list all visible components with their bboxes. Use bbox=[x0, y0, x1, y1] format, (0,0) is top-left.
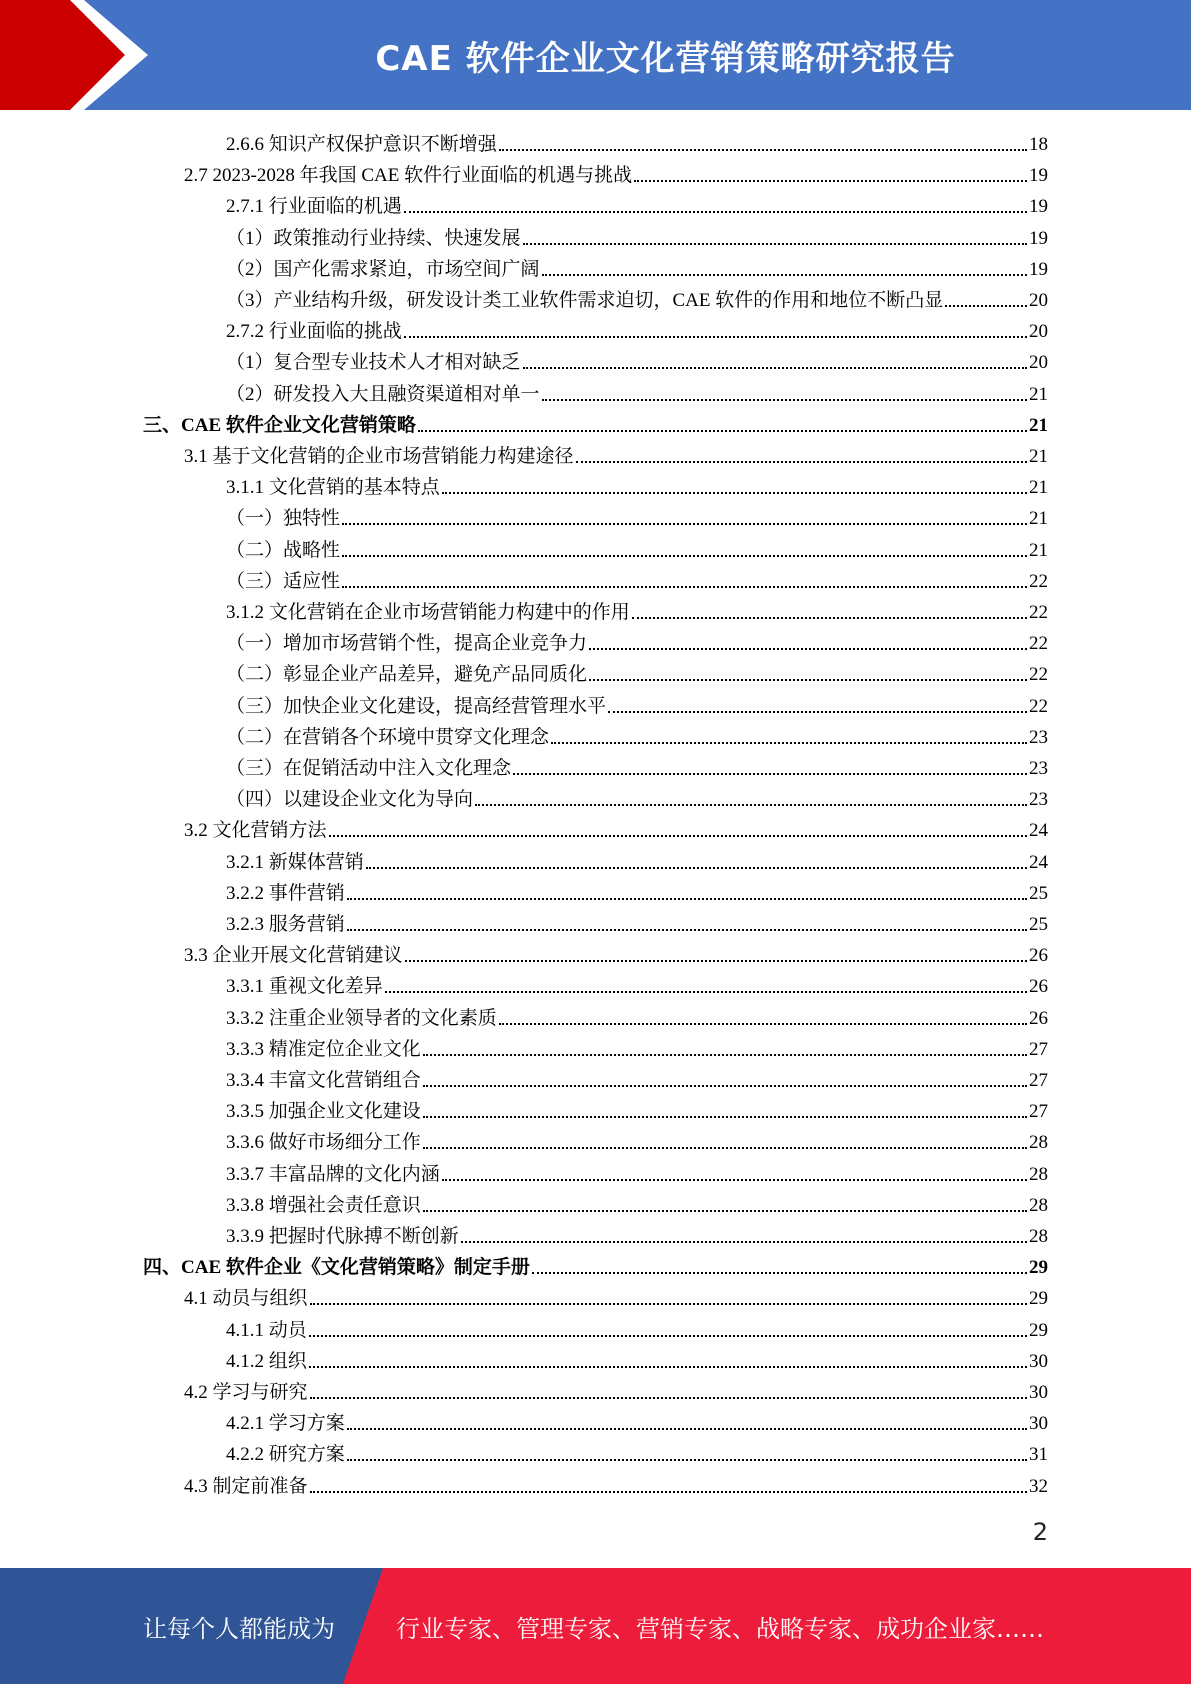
toc-entry-title: 3.3.5 加强企业文化建设 bbox=[226, 1101, 421, 1123]
toc-entry-title: 4.1.2 组织 bbox=[226, 1350, 307, 1372]
toc-entry[interactable] bbox=[184, 157, 1048, 188]
toc-dot-leader bbox=[542, 399, 1027, 401]
toc-entry[interactable] bbox=[226, 625, 1048, 656]
toc-entry-page: 22 bbox=[1029, 570, 1048, 592]
toc-entry[interactable] bbox=[226, 750, 1048, 781]
toc-entry[interactable] bbox=[226, 1124, 1048, 1155]
toc-entry[interactable] bbox=[226, 220, 1048, 251]
toc-entry[interactable] bbox=[226, 1436, 1048, 1467]
toc-entry-page: 25 bbox=[1029, 914, 1048, 935]
toc-entry-title: （二）战略性 bbox=[226, 539, 341, 561]
toc-dot-leader bbox=[342, 586, 1027, 588]
toc-entry-title: 4.3 制定前准备 bbox=[184, 1475, 308, 1497]
toc-entry-page: 19 bbox=[1029, 227, 1048, 249]
toc-entry-page: 20 bbox=[1029, 352, 1048, 374]
toc-dot-leader bbox=[418, 430, 1027, 432]
toc-entry-title: 2.6.6 知识产权保护意识不断增强 bbox=[226, 134, 497, 155]
toc-entry-page: 24 bbox=[1029, 820, 1048, 842]
report-title: CAE 软件企业文化营销策略研究报告 bbox=[375, 38, 956, 79]
toc-entry-title: （四）以建设企业文化为导向 bbox=[226, 789, 474, 811]
toc-dot-leader bbox=[423, 1054, 1027, 1056]
toc-dot-leader bbox=[423, 1085, 1027, 1087]
toc-entry[interactable] bbox=[226, 875, 1048, 906]
toc-dot-leader bbox=[405, 960, 1027, 962]
toc-entry-page: 28 bbox=[1029, 1132, 1048, 1154]
toc-dot-leader bbox=[589, 648, 1027, 650]
toc-entry-title: 3.2.3 服务营销 bbox=[226, 914, 345, 935]
toc-entry[interactable] bbox=[226, 1062, 1048, 1093]
toc-entry-title: 4.2 学习与研究 bbox=[184, 1382, 308, 1403]
toc-entry-page: 20 bbox=[1029, 290, 1048, 311]
toc-entry[interactable] bbox=[226, 688, 1048, 719]
toc-entry-title: 2.7 2023-2028 年我国 CAE 软件行业面临的机遇与挑战 bbox=[184, 165, 633, 187]
toc-dot-leader bbox=[385, 991, 1027, 993]
toc-entry-page: 19 bbox=[1029, 165, 1048, 187]
toc-dot-leader bbox=[532, 1272, 1027, 1274]
toc-entry[interactable] bbox=[226, 1343, 1048, 1374]
toc-dot-leader bbox=[329, 835, 1027, 837]
toc-entry-page: 27 bbox=[1029, 1038, 1048, 1060]
toc-entry[interactable] bbox=[226, 500, 1048, 531]
toc-dot-leader bbox=[342, 523, 1027, 525]
toc-entry-page: 28 bbox=[1029, 1194, 1048, 1216]
toc-entry-page: 29 bbox=[1029, 1288, 1048, 1310]
toc-entry-title: 3.1 基于文化营销的企业市场营销能力构建途径 bbox=[184, 446, 574, 467]
toc-entry-title: 4.1.1 动员 bbox=[226, 1319, 307, 1341]
toc-entry-title: 四、CAE 软件企业《文化营销策略》制定手册 bbox=[143, 1257, 530, 1279]
toc-entry[interactable] bbox=[226, 844, 1048, 875]
toc-entry[interactable] bbox=[226, 1218, 1048, 1249]
toc-dot-leader bbox=[523, 243, 1027, 245]
toc-entry[interactable] bbox=[226, 469, 1048, 500]
toc-entry-title: （三）加快企业文化建设，提高经营管理水平 bbox=[226, 695, 607, 717]
toc-entry[interactable] bbox=[184, 1374, 1048, 1405]
toc-entry-title: 3.3.1 重视文化差异 bbox=[226, 976, 383, 998]
toc-entry-title: 4.2.2 研究方案 bbox=[226, 1444, 345, 1466]
toc-entry-page: 21 bbox=[1029, 539, 1048, 561]
toc-entry-page: 22 bbox=[1029, 602, 1048, 623]
toc-entry-title: 3.1.2 文化营销在企业市场营销能力构建中的作用 bbox=[226, 602, 630, 623]
toc-dot-leader bbox=[499, 1023, 1027, 1025]
toc-entry-page: 23 bbox=[1029, 789, 1048, 811]
toc-dot-leader bbox=[632, 617, 1027, 619]
toc-entry[interactable] bbox=[184, 812, 1048, 843]
toc-entry-title: （2）国产化需求紧迫，市场空间广阔 bbox=[226, 258, 540, 280]
toc-entry-title: （1）政策推动行业持续、快速发展 bbox=[226, 227, 521, 249]
toc-dot-leader bbox=[634, 180, 1027, 182]
toc-dot-leader bbox=[347, 1428, 1027, 1430]
toc-entry-title: 3.3 企业开展文化营销建议 bbox=[184, 945, 403, 967]
toc-entry[interactable] bbox=[226, 719, 1048, 750]
toc-entry[interactable] bbox=[184, 1468, 1048, 1499]
toc-entry-title: 3.3.9 把握时代脉搏不断创新 bbox=[226, 1226, 459, 1247]
toc-entry-title: （2）研发投入大且融资渠道相对单一 bbox=[226, 383, 540, 405]
toc-entry-page: 19 bbox=[1029, 196, 1048, 218]
toc-dot-leader bbox=[347, 929, 1027, 931]
toc-entry[interactable] bbox=[184, 937, 1048, 968]
toc-entry[interactable] bbox=[226, 532, 1048, 563]
toc-entry[interactable] bbox=[226, 656, 1048, 687]
toc-dot-leader bbox=[461, 1241, 1027, 1243]
toc-dot-leader bbox=[423, 1147, 1027, 1149]
toc-dot-leader bbox=[442, 492, 1027, 494]
toc-entry[interactable] bbox=[226, 1031, 1048, 1062]
toc-entry[interactable] bbox=[226, 906, 1048, 937]
toc-entry-page: 29 bbox=[1029, 1319, 1048, 1341]
toc-entry-page: 21 bbox=[1029, 414, 1048, 436]
toc-entry-title: 3.1.1 文化营销的基本特点 bbox=[226, 477, 440, 499]
toc-entry[interactable] bbox=[226, 126, 1048, 157]
toc-dot-leader bbox=[347, 898, 1027, 900]
toc-entry-page: 30 bbox=[1029, 1413, 1048, 1435]
toc-dot-leader bbox=[523, 367, 1027, 369]
toc-entry[interactable] bbox=[226, 376, 1048, 407]
toc-entry-title: 4.2.1 学习方案 bbox=[226, 1413, 345, 1435]
toc-entry-page: 27 bbox=[1029, 1101, 1048, 1123]
toc-entry-page: 23 bbox=[1029, 726, 1048, 748]
toc-entry-title: 3.2.2 事件营销 bbox=[226, 882, 345, 904]
toc-entry[interactable] bbox=[184, 438, 1048, 469]
toc-entry[interactable] bbox=[226, 251, 1048, 282]
toc-dot-leader bbox=[542, 274, 1027, 276]
toc-entry[interactable] bbox=[226, 1093, 1048, 1124]
toc-entry-title: （1）复合型专业技术人才相对缺乏 bbox=[226, 352, 521, 374]
toc-entry-page: 19 bbox=[1029, 258, 1048, 280]
toc-dot-leader bbox=[608, 711, 1027, 713]
toc-entry[interactable] bbox=[226, 313, 1048, 344]
toc-dot-leader bbox=[366, 867, 1027, 869]
toc-dot-leader bbox=[551, 742, 1027, 744]
toc-dot-leader bbox=[423, 1116, 1027, 1118]
footer-slogan-left: 让每个人都能成为 bbox=[143, 1614, 335, 1643]
header-arrow-decoration bbox=[0, 0, 160, 110]
toc-dot-leader bbox=[475, 804, 1027, 806]
toc-entry-page: 28 bbox=[1029, 1163, 1048, 1185]
toc-dot-leader bbox=[309, 1366, 1027, 1368]
toc-entry[interactable] bbox=[226, 1405, 1048, 1436]
toc-dot-leader bbox=[404, 211, 1027, 213]
toc-entry-page: 32 bbox=[1029, 1475, 1048, 1497]
toc-entry[interactable] bbox=[226, 594, 1048, 625]
toc-entry-title: （一）独特性 bbox=[226, 508, 341, 530]
toc-entry-page: 21 bbox=[1029, 477, 1048, 499]
toc-dot-leader bbox=[589, 679, 1027, 681]
toc-dot-leader bbox=[342, 555, 1027, 557]
toc-dot-leader bbox=[404, 336, 1027, 338]
toc-dot-leader bbox=[310, 1303, 1027, 1305]
toc-entry[interactable] bbox=[226, 344, 1048, 375]
toc-entry-page: 29 bbox=[1029, 1257, 1048, 1279]
toc-entry-page: 27 bbox=[1029, 1070, 1048, 1091]
toc-entry-title: （一）增加市场营销个性，提高企业竞争力 bbox=[226, 633, 588, 655]
toc-entry-title: （三）适应性 bbox=[226, 570, 341, 592]
toc-entry-title: （3）产业结构升级，研发设计类工业软件需求迫切，CAE 软件的作用和地位不断凸显 bbox=[226, 290, 944, 311]
toc-entry-page: 23 bbox=[1029, 758, 1048, 779]
toc-entry-title: 2.7.1 行业面临的机遇 bbox=[226, 196, 402, 218]
toc-entry-page: 20 bbox=[1029, 321, 1048, 343]
toc-dot-leader bbox=[499, 149, 1027, 151]
toc-dot-leader bbox=[310, 1397, 1027, 1399]
toc-dot-leader bbox=[442, 1179, 1027, 1181]
toc-entry-title: 3.3.2 注重企业领导者的文化素质 bbox=[226, 1007, 497, 1029]
toc-entry-title: 2.7.2 行业面临的挑战 bbox=[226, 321, 402, 343]
page-header bbox=[0, 0, 1191, 110]
toc-entry-page: 21 bbox=[1029, 383, 1048, 405]
toc-entry-page: 30 bbox=[1029, 1382, 1048, 1403]
toc-dot-leader bbox=[513, 773, 1027, 775]
toc-entry[interactable] bbox=[226, 188, 1048, 219]
toc-entry[interactable] bbox=[226, 1000, 1048, 1031]
toc-entry-page: 24 bbox=[1029, 851, 1048, 873]
footer-slogan-right: 行业专家、管理专家、营销专家、战略专家、成功企业家…… bbox=[396, 1614, 1044, 1643]
toc-entry-page: 18 bbox=[1029, 134, 1048, 155]
toc-dot-leader bbox=[423, 1210, 1027, 1212]
toc-entry-title: （二）彰显企业产品差异，避免产品同质化 bbox=[226, 664, 588, 686]
toc-entry-page: 26 bbox=[1029, 976, 1048, 998]
toc-entry-title: 3.3.8 增强社会责任意识 bbox=[226, 1194, 421, 1216]
toc-entry-page: 21 bbox=[1029, 508, 1048, 530]
toc-dot-leader bbox=[347, 1459, 1027, 1461]
toc-entry-page: 22 bbox=[1029, 695, 1048, 717]
toc-entry-title: 3.3.3 精准定位企业文化 bbox=[226, 1038, 421, 1060]
toc-entry-page: 28 bbox=[1029, 1226, 1048, 1247]
toc-entry[interactable] bbox=[226, 781, 1048, 812]
toc-entry[interactable] bbox=[226, 1312, 1048, 1343]
toc-entry[interactable] bbox=[184, 1280, 1048, 1311]
toc-dot-leader bbox=[576, 461, 1027, 463]
toc-entry-page: 26 bbox=[1029, 945, 1048, 967]
toc-entry-page: 26 bbox=[1029, 1007, 1048, 1029]
toc-entry-title: 3.3.6 做好市场细分工作 bbox=[226, 1132, 421, 1154]
toc-dot-leader bbox=[310, 1491, 1027, 1493]
toc-entry-title: 4.1 动员与组织 bbox=[184, 1288, 308, 1310]
toc-dot-leader bbox=[309, 1335, 1027, 1337]
page-footer bbox=[0, 1568, 1191, 1684]
toc-entry-title: 三、CAE 软件企业文化营销策略 bbox=[143, 414, 416, 436]
toc-entry[interactable] bbox=[226, 282, 1048, 313]
toc-entry[interactable] bbox=[226, 968, 1048, 999]
toc-entry-title: （二）在营销各个环境中贯穿文化理念 bbox=[226, 726, 550, 748]
toc-entry[interactable] bbox=[143, 407, 1048, 438]
toc-entry[interactable] bbox=[143, 1249, 1048, 1280]
toc-entry-title: （三）在促销活动中注入文化理念 bbox=[226, 758, 512, 779]
toc-entry-page: 25 bbox=[1029, 882, 1048, 904]
toc-entry-page: 30 bbox=[1029, 1350, 1048, 1372]
toc-dot-leader bbox=[945, 305, 1027, 307]
toc-entry-page: 21 bbox=[1029, 446, 1048, 467]
toc-entry-page: 31 bbox=[1029, 1444, 1048, 1466]
page-number: 2 bbox=[1032, 1518, 1048, 1546]
toc-entry[interactable] bbox=[226, 1187, 1048, 1218]
toc-entry-title: 3.3.4 丰富文化营销组合 bbox=[226, 1070, 421, 1091]
toc-entry-title: 3.2 文化营销方法 bbox=[184, 820, 327, 842]
toc-entry[interactable] bbox=[226, 563, 1048, 594]
toc-entry-title: 3.3.7 丰富品牌的文化内涵 bbox=[226, 1163, 440, 1185]
toc-entry-title: 3.2.1 新媒体营销 bbox=[226, 851, 364, 873]
toc-entry-page: 22 bbox=[1029, 664, 1048, 686]
toc-entry[interactable] bbox=[226, 1156, 1048, 1187]
toc-entry-page: 22 bbox=[1029, 633, 1048, 655]
